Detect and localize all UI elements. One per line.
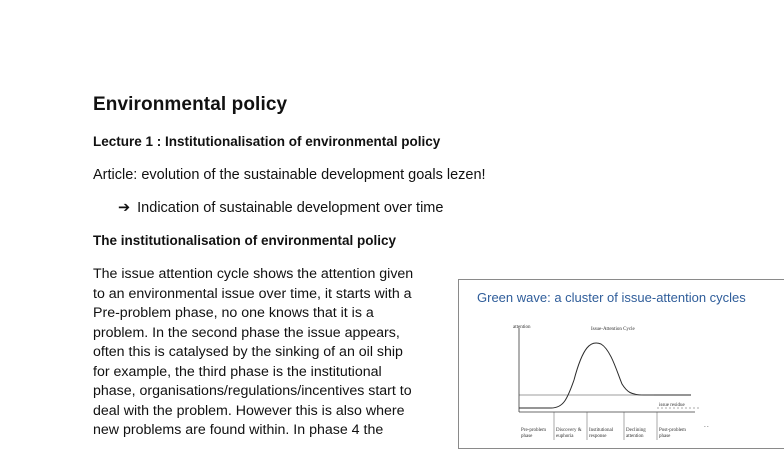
paragraph-line: often this is catalysed by the sinking of an oil ship bbox=[93, 344, 403, 360]
side-label: issue residue bbox=[659, 403, 685, 408]
phase-label: Post-problem bbox=[659, 428, 686, 433]
phase-label: phase bbox=[521, 434, 533, 439]
arrow-icon: ➔ bbox=[118, 200, 131, 216]
figure-title: Green wave: a cluster of issue-attention cycles bbox=[477, 290, 746, 305]
paragraph-line: phase, organisations/regulations/incentives start to bbox=[93, 383, 412, 399]
arrow-bullet-item bbox=[118, 200, 443, 216]
attention-curve bbox=[519, 343, 691, 408]
y-axis-label: attention bbox=[513, 325, 531, 330]
paragraph-line: to an environmental issue over time, it starts with a bbox=[93, 285, 412, 302]
article-line: Article: evolution of the sustainable development goals lezen! bbox=[93, 167, 486, 183]
phase-label: attention bbox=[626, 434, 644, 439]
phase-label: Discovery & bbox=[556, 428, 582, 433]
cycle-label: Issue-Attention Cycle bbox=[591, 327, 635, 332]
phase-label: Pre-problem bbox=[521, 428, 546, 433]
phase-label: Declining bbox=[626, 428, 646, 433]
section-heading: The institutionalisation of environmental policy bbox=[93, 233, 397, 248]
phase-label: euphoria bbox=[556, 434, 574, 439]
issue-attention-figure bbox=[458, 279, 784, 449]
document-title: Environmental policy bbox=[93, 94, 288, 115]
arrow-item-text: Indication of sustainable development over time bbox=[137, 200, 444, 216]
body-paragraph bbox=[93, 265, 449, 441]
phase-label: Institutional bbox=[589, 428, 614, 433]
arrowhead-marks: - - bbox=[704, 425, 709, 430]
paragraph-line: new problems are found within. In phase 4 the bbox=[93, 422, 384, 438]
paragraph-line: problem. In the second phase the issue appears, bbox=[93, 324, 400, 341]
phase-label: response bbox=[589, 434, 607, 439]
paragraph-line: deal with the problem. However this is also where bbox=[93, 402, 405, 419]
paragraph-line: for example, the third phase is the institutional bbox=[93, 363, 382, 380]
paragraph-line: Pre-problem phase, no one knows that it is a bbox=[93, 305, 374, 321]
issue-attention-diagram bbox=[459, 280, 784, 450]
lecture-heading: Lecture 1 : Institutionalisation of environmental policy bbox=[93, 134, 441, 149]
paragraph-line: The issue attention cycle shows the attention given bbox=[93, 266, 414, 282]
phase-label: phase bbox=[659, 434, 671, 439]
